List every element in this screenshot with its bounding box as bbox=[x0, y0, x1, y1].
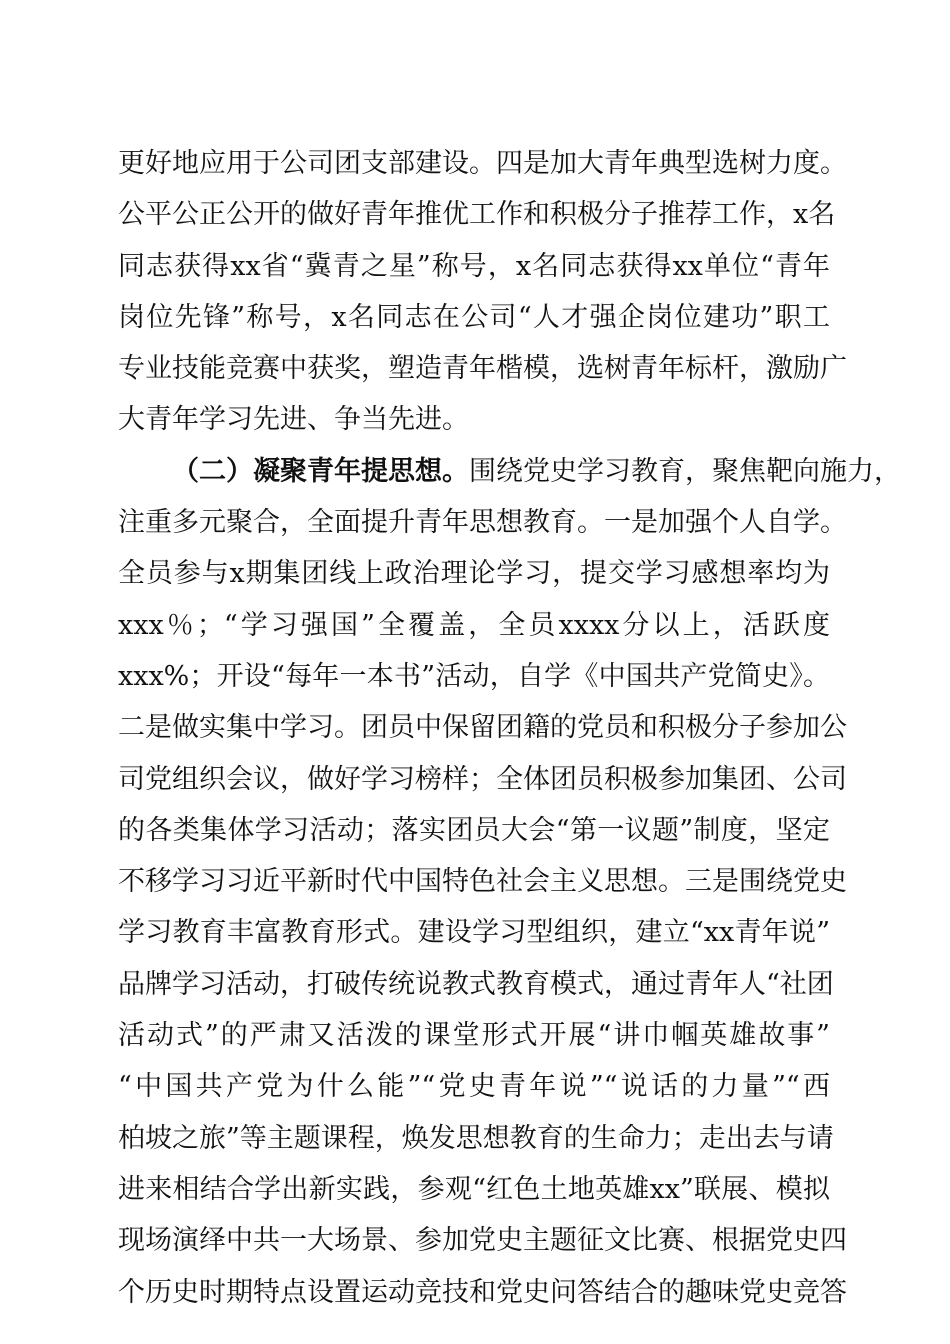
paragraph2-line: “中国共产党为什么能”“党史青年说”“说话的力量”“西 bbox=[118, 1071, 830, 1103]
paragraph2-first-line bbox=[118, 446, 901, 497]
paragraph2-line: 进来相结合学出新实践，参观“红色土地英雄xx”联展、模拟 bbox=[118, 1173, 830, 1205]
document-body bbox=[118, 138, 901, 1318]
paragraph2-line: xxx%；开设“每年一本书”活动，自学《中国共产党简史》。 bbox=[118, 660, 830, 692]
section-heading: （二）凝聚青年提思想。 bbox=[172, 455, 469, 487]
paragraph2-line: 柏坡之旅”等主题课程，焕发思想教育的生命力；走出去与请 bbox=[118, 1122, 834, 1154]
paragraph2-line: 的各类集体学习活动；落实团员大会“第一议题”制度，坚定 bbox=[118, 814, 830, 846]
paragraph2-line: 现场演绎中共一大场景、参加党史主题征文比赛、根据党史四 bbox=[118, 1225, 847, 1257]
paragraph2-line: 注重多元聚合，全面提升青年思想教育。一是加强个人自学。 bbox=[118, 507, 847, 539]
paragraph2-line: 品牌学习活动，打破传统说教式教育模式，通过青年人“社团 bbox=[118, 968, 834, 1000]
paragraph2-line: 学习教育丰富教育形式。建设学习型组织，建立“xx青年说” bbox=[118, 917, 830, 949]
paragraph1-line: 更好地应用于公司团支部建设。四是加大青年典型选树力度。 bbox=[118, 148, 847, 179]
paragraph2-first-line-text: 围绕党史学习教育，聚焦靶向施力， bbox=[469, 455, 901, 487]
paragraph2-line: 全员参与x期集团线上政治理论学习，提交学习感想率均为 bbox=[118, 558, 830, 590]
paragraph2-line: 不移学习习近平新时代中国特色社会主义思想。三是围绕党史 bbox=[118, 866, 847, 898]
paragraph1-line: 专业技能竞赛中获奖，塑造青年楷模，选树青年标杆，激励广 bbox=[118, 353, 847, 385]
paragraph2-line: 活动式”的严肃又活泼的课堂形式开展“讲巾帼英雄故事” bbox=[118, 1020, 830, 1052]
paragraph1-line: 公平公正公开的做好青年推优工作和积极分子推荐工作，x名 bbox=[118, 199, 836, 231]
paragraph2-line: 司党组织会议，做好学习榜样；全体团员积极参加集团、公司 bbox=[118, 763, 847, 795]
paragraph1-line: 同志获得xx省“冀青之星”称号，x名同志获得xx单位“青年 bbox=[118, 250, 830, 282]
paragraph1-line: 大青年学习先进、争当先进。 bbox=[118, 404, 469, 436]
paragraph1-line: 岗位先锋”称号，x名同志在公司“人才强企岗位建功”职工 bbox=[118, 301, 830, 333]
paragraph2-line: 二是做实集中学习。团员中保留团籍的党员和积极分子参加公 bbox=[118, 712, 847, 744]
paragraph2-line: 个历史时期特点设置运动竞技和党史问答结合的趣味党史竞答 bbox=[118, 1276, 847, 1308]
paragraph2-line: xxx％；“学习强国”全覆盖，全员xxxx分以上，活跃度 bbox=[118, 609, 830, 641]
